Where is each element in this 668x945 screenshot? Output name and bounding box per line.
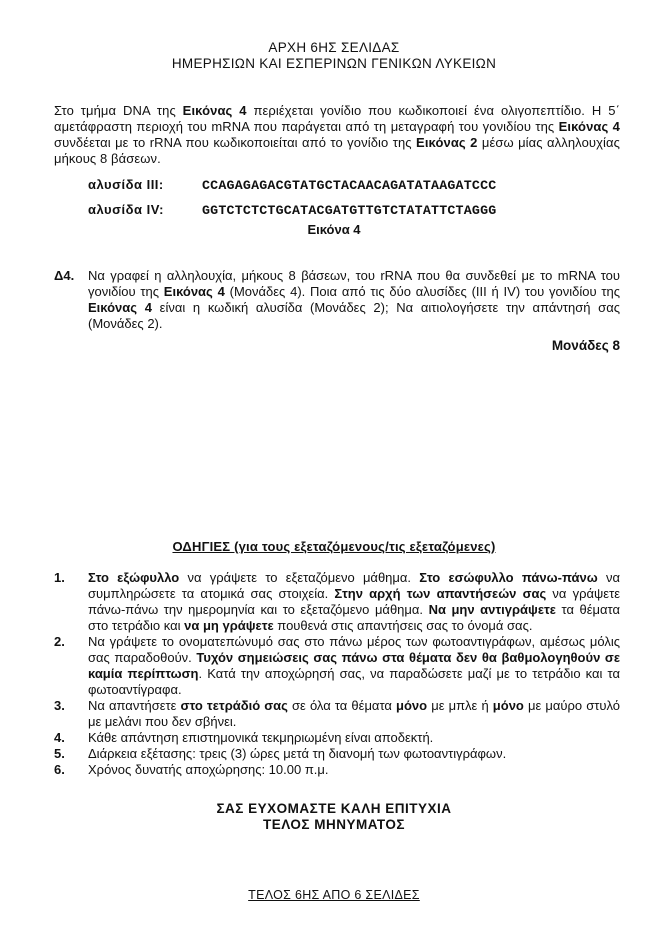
instruction-item [54, 746, 620, 762]
instruction-number: 5. [54, 746, 65, 761]
intro-figure-ref-2: Εικόνας 4 [558, 119, 621, 134]
instr-bold: Στο εσώφυλλο πάνω-πάνω [419, 570, 598, 585]
intro-figure-ref-1: Εικόνας 4 [182, 103, 247, 118]
closing-end: ΤΕΛΟΣ ΜΗΝΥΜΑΤΟΣ [263, 817, 405, 832]
instr-text: Διάρκεια εξέτασης: τρεις (3) ώρες μετά τη διανομή των φωτοαντιγράφων. [88, 746, 507, 761]
instr-bold: να μη γράψετε [184, 618, 274, 633]
question-text [88, 268, 620, 332]
question-figure-ref-2: Εικόνας 4 [88, 300, 152, 315]
instruction-number: 3. [54, 698, 65, 713]
instr-text: σε όλα τα θέματα [287, 698, 397, 713]
question-text-2: (Μονάδες 4). Ποια από τις δύο αλυσίδες (ΙΙΙ ή ΙV) του γονιδίου της [224, 284, 620, 299]
instr-text: να γράψετε το εξεταζόμενο μάθημα. [179, 570, 420, 585]
strand-sequence: CCAGAGAGACGTATGCTACAACAGATATAAGATCCC [202, 178, 497, 193]
strand-row-iii [88, 177, 496, 193]
question-text-1: Να γραφεί η αλληλουχία, μήκους 8 βάσεων, του rRNA που θα συνδεθεί με το mRNA του γονιδίου της [88, 268, 620, 299]
closing-message [0, 801, 668, 833]
strand-label: αλυσίδα ΙΙΙ: [88, 177, 164, 192]
closing-wish: ΣΑΣ ΕΥΧΟΜΑΣΤΕ ΚΑΛΗ ΕΠΙΤΥΧΙΑ [216, 801, 452, 816]
intro-figure-ref-3: Εικόνας 2 [416, 135, 478, 150]
instr-text: . Κατά την αποχώρησή σας, να παραδώσετε μαζί με το τετράδιο και τα φωτοαντίγραφα. [88, 666, 620, 697]
instr-text: με μαύρο στυλό με μελάνι που δεν σβήνει. [88, 698, 621, 729]
instruction-number: 6. [54, 762, 65, 777]
page-header [0, 40, 668, 72]
instr-bold: Τυχόν σημειώσεις σας πάνω στα θέματα δεν θα βαθμολογηθούν σε καμία περίπτωση [88, 650, 620, 681]
instr-text: να συμπληρώσετε τα ατομικά σας στοιχεία. [88, 570, 620, 601]
instr-text: τα θέματα στο τετράδιο και [88, 602, 620, 633]
strand-label: αλυσίδα ΙV: [88, 202, 164, 217]
instruction-number: 1. [54, 570, 65, 585]
header-school-type: ΗΜΕΡΗΣΙΩΝ ΚΑΙ ΕΣΠΕΡΙΝΩΝ ΓΕΝΙΚΩΝ ΛΥΚΕΙΩΝ [171, 56, 497, 71]
question-number: Δ4. [54, 268, 75, 283]
strand-sequence: GGTCTCTCTGCATACGATGTTGTCTATATTCTAGGG [202, 203, 497, 218]
figure-caption: Εικόνα 4 [307, 222, 361, 237]
instr-text: με μπλε ή [427, 698, 493, 713]
instr-text: Να απαντήσετε [88, 698, 181, 713]
instruction-item [54, 570, 620, 634]
intro-paragraph [54, 103, 620, 167]
strand-row-iv [88, 202, 496, 218]
instr-bold: στο τετράδιό σας [180, 698, 288, 713]
instr-text: να γράψετε πάνω-πάνω την ημερομηνία και το εξεταζόμενο μάθημα. [88, 586, 620, 617]
instruction-number: 4. [54, 730, 65, 745]
instr-text: Κάθε απάντηση επιστημονικά τεκμηριωμένη είναι αποδεκτή. [88, 730, 434, 745]
instruction-item [54, 762, 620, 778]
instr-bold: μόνο [492, 698, 524, 713]
intro-text-2: περιέχεται γονίδιο που κωδικοποιεί ένα ολιγοπεπτίδιο. Η 5΄ αμετάφραστη περιοχή του mRNA που παράγεται από τη μεταγραφή του γονιδίου της [54, 103, 620, 134]
instruction-item [54, 698, 620, 730]
instructions-title: ΟΔΗΓΙΕΣ (για τους εξεταζόμενους/τις εξεταζόμενες) [172, 539, 496, 554]
question-figure-ref-1: Εικόνας 4 [163, 284, 225, 299]
instr-bold: Να μην αντιγράψετε [428, 602, 556, 617]
intro-text-3: συνδέεται με το rRNA που κωδικοποιείται από το γονίδιο της [54, 135, 417, 150]
intro-text-1: Στο τμήμα DNA της [54, 103, 183, 118]
instr-text: Να γράψετε το ονοματεπώνυμό σας στο πάνω μέρος των φωτοαντιγράφων, αμέσως μόλις σας παραδοθούν. [88, 634, 620, 665]
instruction-item [54, 730, 620, 746]
question-marks: Μονάδες 8 [551, 338, 620, 353]
instr-bold: Στην αρχή των απαντήσεών σας [334, 586, 547, 601]
header-page-number: ΑΡΧΗ 6ΗΣ ΣΕΛΙΔΑΣ [268, 40, 400, 55]
instr-text: Χρόνος δυνατής αποχώρησης: 10.00 π.μ. [88, 762, 329, 777]
instr-bold: μόνο [396, 698, 428, 713]
instr-text: πουθενά στις απαντήσεις σας το όνομά σας. [273, 618, 533, 633]
question-text-3: είναι η κωδική αλυσίδα (Μονάδες 2); Να αιτιολογήσετε την απάντησή σας (Μονάδες 2). [88, 300, 620, 331]
instructions-list [54, 570, 620, 778]
question-d4 [54, 268, 620, 332]
instr-bold: Στο εξώφυλλο [88, 570, 180, 585]
page-footer: ΤΕΛΟΣ 6ΗΣ ΑΠΟ 6 ΣΕΛΙΔΕΣ [248, 888, 420, 902]
instruction-number: 2. [54, 634, 65, 649]
instruction-item [54, 634, 620, 698]
intro-text-4: μέσω μίας αλληλουχίας μήκους 8 βάσεων. [54, 135, 621, 166]
